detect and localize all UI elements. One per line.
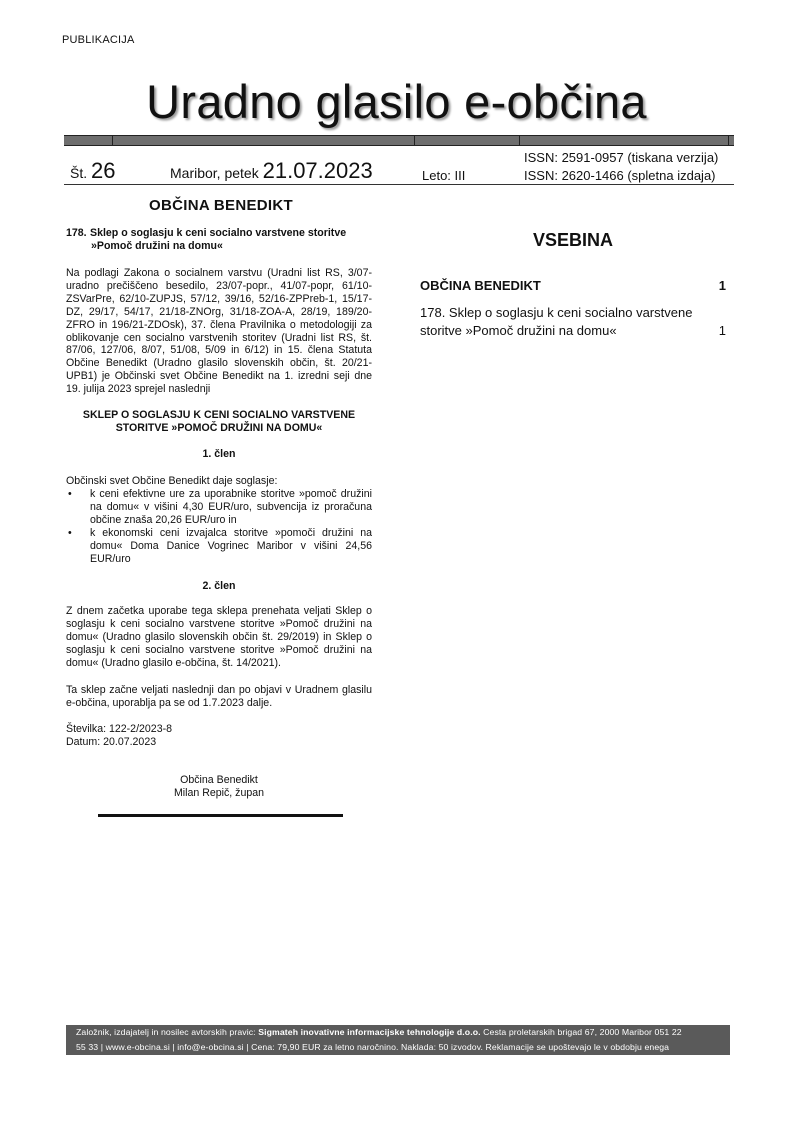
issue-header bbox=[64, 150, 734, 184]
publication-label: PUBLIKACIJA bbox=[62, 34, 135, 46]
signature-block bbox=[66, 774, 372, 800]
toc-entry-page: 1 bbox=[718, 323, 726, 338]
clen1-heading: 1. člen bbox=[202, 448, 236, 460]
end-rule bbox=[98, 814, 343, 817]
clen1-bullets bbox=[66, 488, 372, 565]
decision-title: SKLEP O SOGLASJU K CENI SOCIALNO VARSTVENE STORITVE »POMOČ DRUŽINI NA DOMU« bbox=[82, 409, 356, 434]
article-number: 178. bbox=[66, 227, 87, 239]
clen2-paragraph-1: Z dnem začetka uporabe tega sklepa prenehata veljati Sklep o soglasju k ceni socialno varstvene storitve »Pomoč družini na domu« (Uradno glasilo slovenskih občin št. 29/2019) in Sklep o soglasju k ceni socialno varstvene storitve »Pomoč družini na domu« (Uradno glasilo e-občina, št. 14/2021). bbox=[66, 605, 372, 669]
article-title-line1: Sklep o soglasju k ceni socialno varstvene storitve bbox=[90, 227, 347, 239]
issue-number-value: 26 bbox=[91, 158, 116, 183]
article-title-line2: »Pomoč družini na domu« bbox=[91, 239, 223, 252]
footer-address: Cesta proletarskih brigad 67, 2000 Maribor 051 22 bbox=[480, 1027, 682, 1037]
bullet-text: k ekonomski ceni izvajalca storitve »pomoči družini na domu« Doma Danice Vogrinec Maribor v višini 24,56 EUR/uro bbox=[90, 526, 372, 565]
bullet-text: k ceni efektivne ure za uporabnike storitve »pomoč družini na domu« v višini 4,30 EUR/uro, subvencija iz proračuna občine znaša 20,26 EUR/uro in bbox=[90, 488, 372, 526]
footer-publisher-name: Sigmateh inovativne informacijske tehnologije d.o.o. bbox=[258, 1027, 481, 1037]
clen2-paragraph-2: Ta sklep začne veljati naslednji dan po objavi v Uradnem glasilu e-občina, uporablja pa se od 1.7.2023 dalje. bbox=[66, 684, 372, 709]
date-value: 21.07.2023 bbox=[262, 158, 373, 183]
footer-line-2: 55 33 | www.e-obcina.si | info@e-obcina.si | Cena: 79,90 EUR za letno naročnino. Naklada: 50 izvodov. Reklamacije se upoštevajo le v obdobju enega bbox=[76, 1042, 670, 1052]
bullet-icon: • bbox=[68, 526, 72, 539]
masthead-rule bbox=[64, 135, 734, 146]
list-item bbox=[66, 488, 372, 527]
masthead-title: Uradno glasilo e-občina bbox=[146, 75, 647, 128]
publisher-footer bbox=[66, 1025, 730, 1055]
footer-publisher-label: Založnik, izdajatelj in nosilec avtorskih pravic: bbox=[76, 1027, 259, 1037]
issue-date bbox=[170, 158, 373, 184]
document-number: Številka: 122-2/2023-8 bbox=[66, 723, 173, 735]
toc-entry-line2: storitve »Pomoč družini na domu« bbox=[420, 323, 617, 338]
article-title bbox=[66, 227, 372, 253]
article-intro: Na podlagi Zakona o socialnem varstvu (Uradni list RS, 3/07-uradno prečiščeno besedilo, 23/07-popr., 41/07-popr, 61/10-ZSVarPre, 62/10-ZUPJS, 57/12, 39/16, 52/16-ZPPreb-1, 15/17-DZ, 29/17, 54/17, 21/18-ZNOrg, 31/18-ZOA-A, 28/19, 189/20-ZFRO in 196/21-ZDOsk), 37. člena Pravilnika o metodologiji za oblikovanje cen socialno varstvenih storitev (Uradni list RS, št. 87/06, 127/06, 8/07, 51/08, 5/09 in 6/12) in 15. člena Statuta Občine Benedikt (Uradno glasilo slovenskih občin, št. 20/21-UPB1) je Občinski svet Občine Benedikt na 1. izredni seji dne 19. julija 2023 sprejel naslednji bbox=[66, 267, 372, 396]
toc-section-page: 1 bbox=[718, 278, 726, 293]
place-day: Maribor, petek bbox=[170, 165, 259, 181]
issue-number bbox=[70, 158, 116, 184]
toc-section-title: OBČINA BENEDIKT bbox=[420, 278, 541, 293]
toc-heading: VSEBINA bbox=[532, 230, 613, 250]
issn-print: ISSN: 2591-0957 (tiskana verzija) bbox=[524, 150, 719, 165]
toc-entry-line1: 178. Sklep o soglasju k ceni socialno varstvene bbox=[420, 305, 693, 320]
list-item bbox=[66, 527, 372, 566]
toc-section bbox=[420, 277, 726, 295]
issue-prefix: Št. bbox=[70, 165, 88, 181]
signature-name: Milan Repič, župan bbox=[173, 787, 265, 799]
clen1-intro: Občinski svet Občine Benedikt daje soglasje: bbox=[66, 475, 278, 487]
clen2-heading: 2. člen bbox=[202, 580, 236, 592]
municipality-heading: OBČINA BENEDIKT bbox=[149, 197, 293, 214]
document-date: Datum: 20.07.2023 bbox=[66, 736, 157, 748]
year-label: Leto: III bbox=[422, 168, 466, 183]
signature-org: Občina Benedikt bbox=[180, 774, 258, 786]
bullet-icon: • bbox=[68, 488, 72, 500]
issn-online: ISSN: 2620-1466 (spletna izdaja) bbox=[524, 168, 716, 183]
header-divider bbox=[64, 184, 734, 185]
footer-line-1 bbox=[76, 1025, 730, 1040]
toc-entry[interactable] bbox=[420, 304, 726, 340]
